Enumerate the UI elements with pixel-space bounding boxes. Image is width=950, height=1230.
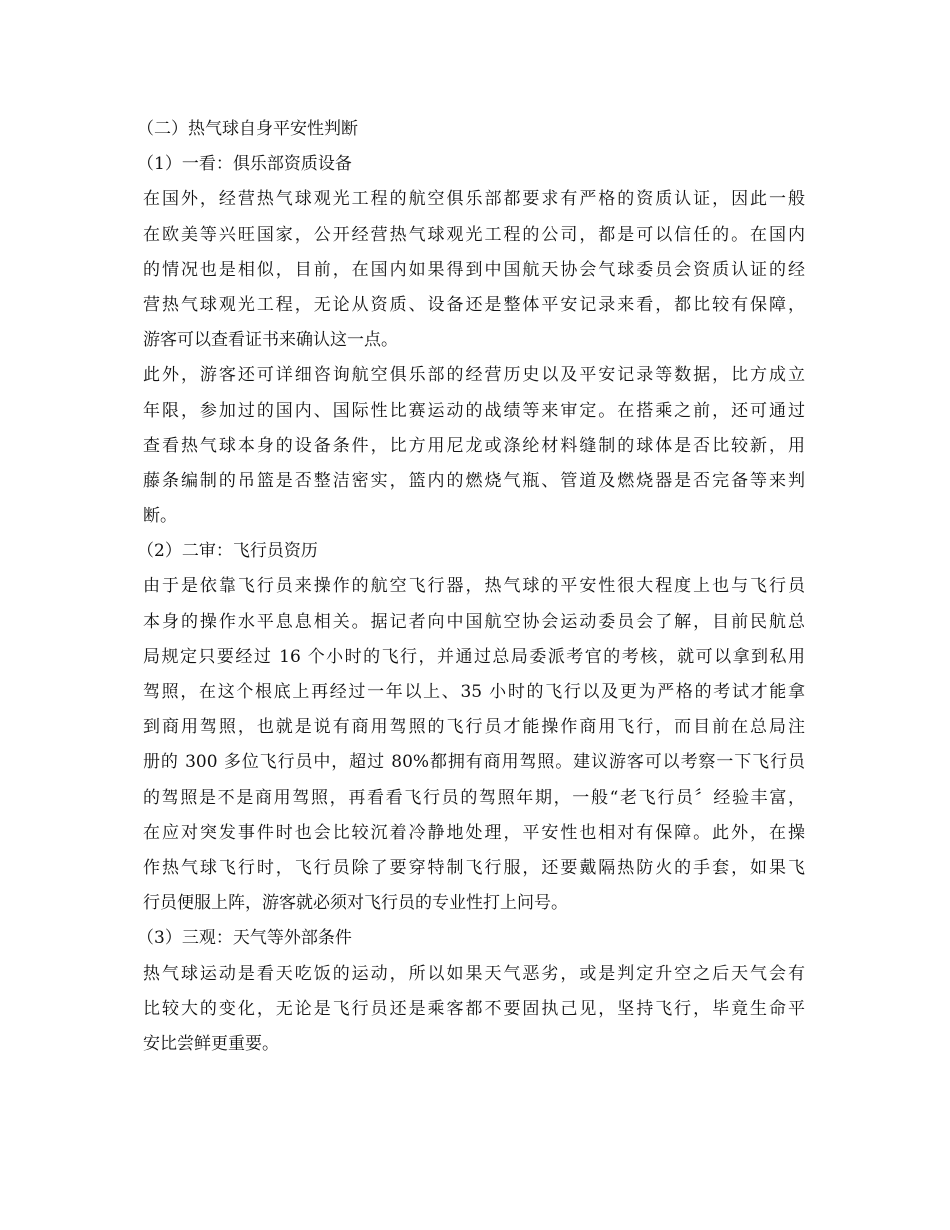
paragraph-line: 到商用驾照，也就是说有商用驾照的飞行员才能操作商用飞行，而目前在总局注 [143,717,805,738]
paragraph-line: 局规定只要经过 16 个小时的飞行，并通过总局委派考官的考核，就可以拿到私用 [143,646,805,667]
paragraph-line: 由于是依靠飞行员来操作的航空飞行器，热气球的平安性很大程度上也与飞行员 [143,576,805,597]
paragraph-line: 作热气球飞行时，飞行员除了要穿特制飞行服，还要戴隔热防火的手套，如果飞 [143,857,805,878]
paragraph-line: 的驾照是不是商用驾照，再看看飞行员的驾照年期，一般“老飞行员〞经验丰富， [143,787,805,808]
section-heading: （3）三观：天气等外部条件 [137,928,352,949]
paragraph-line: 的情况也是相似，目前，在国内如果得到中国航天协会气球委员会资质认证的经 [143,259,805,280]
paragraph-line: 在欧美等兴旺国家，公开经营热气球观光工程的公司，都是可以信任的。在国内 [143,224,805,245]
paragraph-line: 本身的操作水平息息相关。据记者向中国航空协会运动委员会了解，目前民航总 [143,611,805,632]
section-heading: （1）一看：俱乐部资质设备 [137,154,352,175]
paragraph-line: 年限，参加过的国内、国际性比赛运动的战绩等来审定。在搭乘之前，还可通过 [143,400,805,421]
paragraph-line: 断。 [143,506,177,527]
paragraph-line: 行员便服上阵，游客就必须对飞行员的专业性打上问号。 [143,893,568,914]
document-page [137,112,805,1062]
paragraph-line: 安比尝鲜更重要。 [143,1033,279,1054]
section-heading: （2）二审：飞行员资历 [137,541,318,562]
paragraph-line: 比较大的变化，无论是飞行员还是乘客都不要固执己见，坚持飞行，毕竟生命平 [143,998,805,1019]
paragraph-line: 营热气球观光工程，无论从资质、设备还是整体平安记录来看，都比较有保障， [143,294,805,315]
paragraph-line: 热气球运动是看天吃饭的运动，所以如果天气恶劣，或是判定升空之后天气会有 [143,963,805,984]
paragraph-line: 游客可以查看证书来确认这一点。 [143,330,398,351]
paragraph-line: 驾照，在这个根底上再经过一年以上、35 小时的飞行以及更为严格的考试才能拿 [143,682,805,702]
paragraph-line: 在应对突发事件时也会比较沉着冷静地处理，平安性也相对有保障。此外，在操 [143,822,805,843]
paragraph-line: 藤条编制的吊篮是否整洁密实，篮内的燃烧气瓶、管道及燃烧器是否完备等来判 [143,470,805,491]
paragraph-line: 此外，游客还可详细咨询航空俱乐部的经营历史以及平安记录等数据，比方成立 [143,365,805,386]
paragraph-line: 册的 300 多位飞行员中，超过 80%都拥有商用驾照。建议游客可以考察一下飞行员 [143,752,805,773]
paragraph-line: 查看热气球本身的设备条件，比方用尼龙或涤纶材料缝制的球体是否比较新，用 [143,435,805,456]
section-heading: （二）热气球自身平安性判断 [137,119,358,139]
paragraph-line: 在国外，经营热气球观光工程的航空俱乐部都要求有严格的资质认证，因此一般 [143,189,805,210]
